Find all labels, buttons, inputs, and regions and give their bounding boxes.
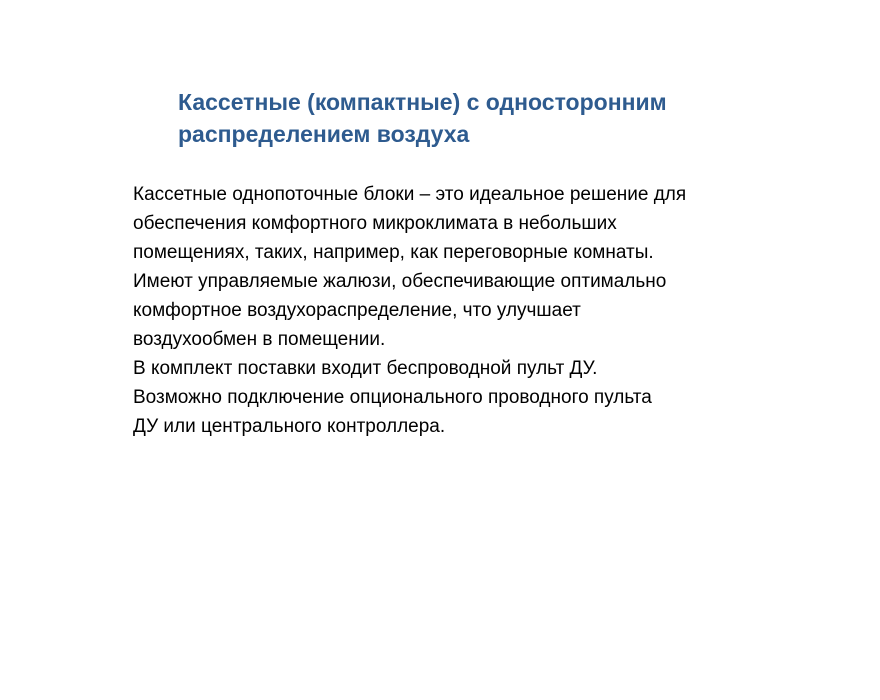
slide-title-line-1: Кассетные (компактные) с односторонним [178, 89, 667, 115]
body-line-2: обеспечения комфортного микроклимата в небольших [133, 213, 617, 234]
body-line-5: комфортное воздухораспределение, что улучшает [133, 300, 581, 321]
body-line-7: В комплект поставки входит беспроводной пульт ДУ. [133, 358, 598, 379]
body-line-1: Кассетные однопоточные блоки – это идеальное решение для [133, 184, 687, 205]
body-line-9: ДУ или центрального контроллера. [133, 416, 446, 437]
body-line-6: воздухообмен в помещении. [133, 329, 386, 350]
slide-title [178, 86, 818, 150]
body-line-8: Возможно подключение опционального проводного пульта [133, 387, 652, 408]
body-line-3: помещениях, таких, например, как переговорные комнаты. [133, 242, 654, 263]
slide-title-line-2: распределением воздуха [178, 121, 470, 147]
slide-body-text [133, 180, 853, 441]
body-line-4: Имеют управляемые жалюзи, обеспечивающие оптимально [133, 271, 667, 292]
